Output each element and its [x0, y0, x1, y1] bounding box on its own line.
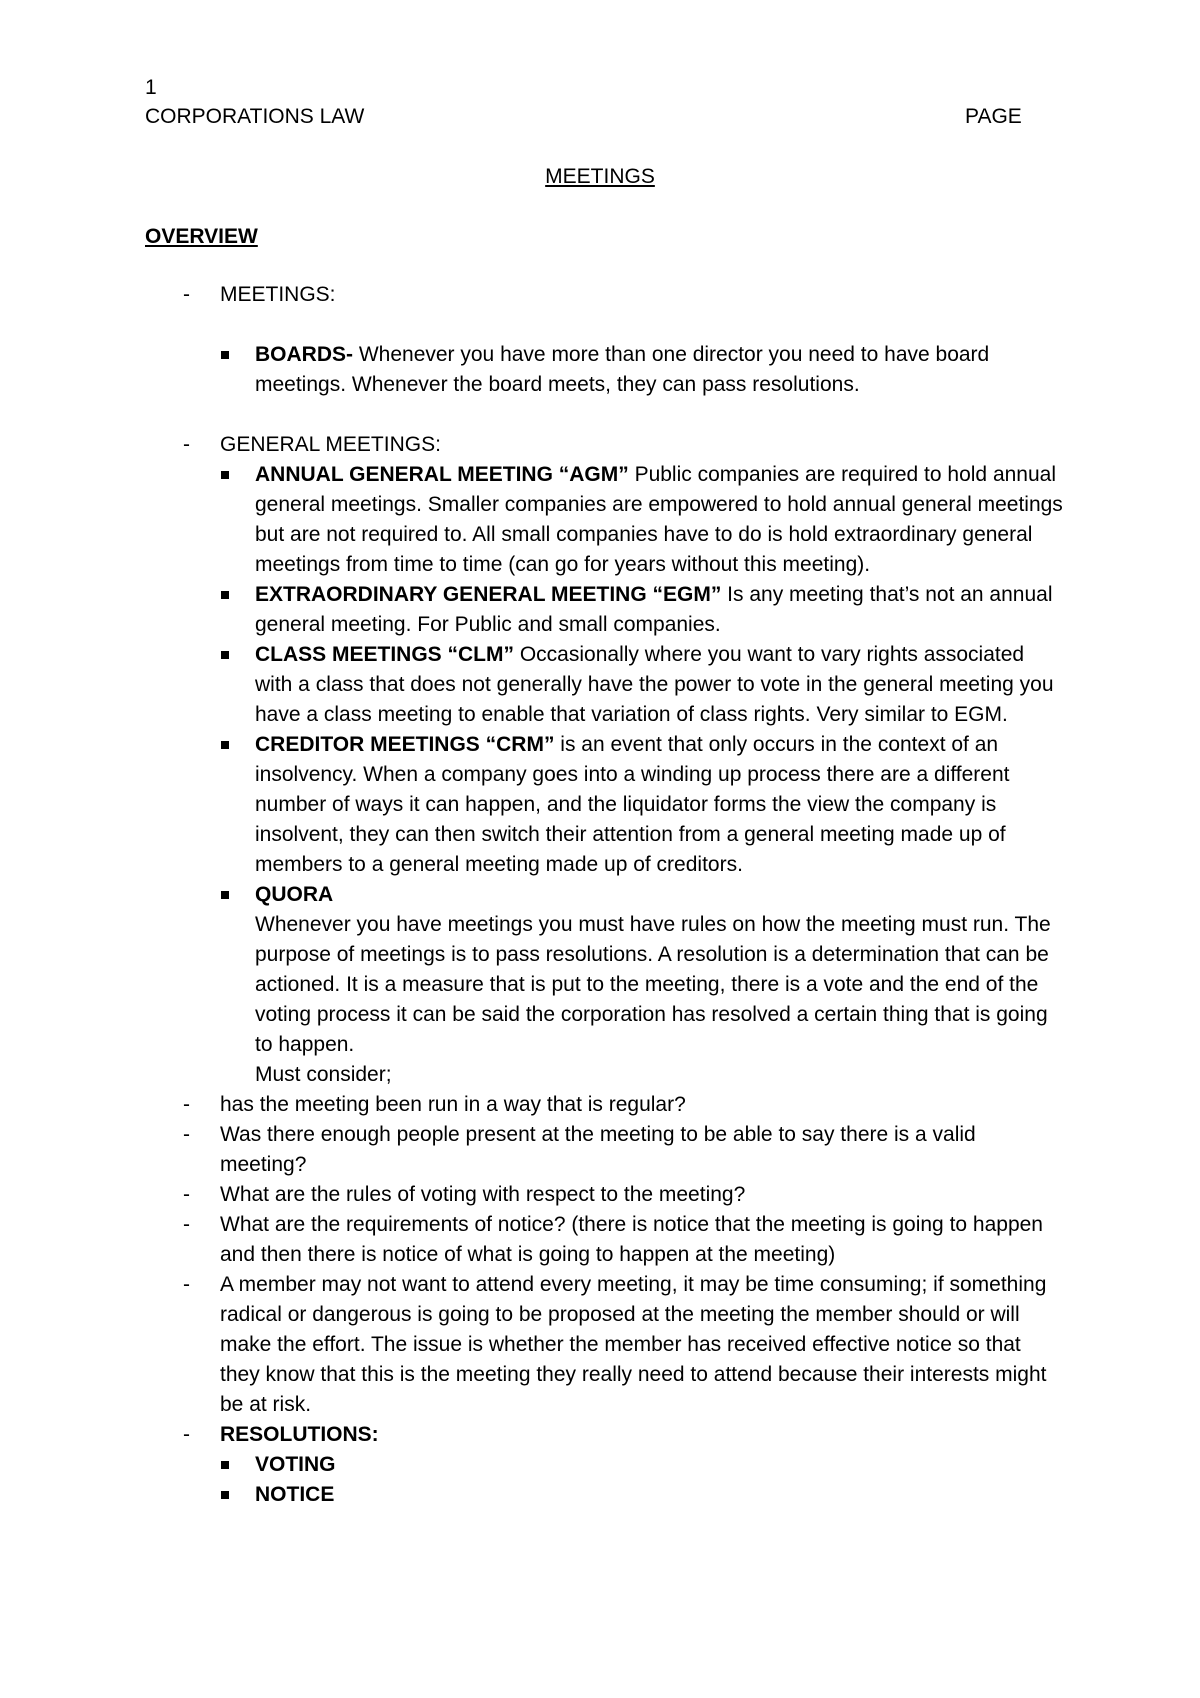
- text-boards: Whenever you have more than one director you need to have board meetings. Whenever the board meets, they can pass resolutions.: [255, 343, 990, 396]
- header-page-label: PAGE: [965, 105, 1022, 128]
- dash-bullet: -: [183, 1273, 190, 1296]
- list-item-resolutions: [145, 1420, 1065, 1450]
- list-item-consideration: [145, 1270, 1065, 1420]
- term-agm: ANNUAL GENERAL MEETING “AGM”: [255, 463, 629, 486]
- list-item-boards: [145, 340, 1065, 400]
- square-bullet-icon: [221, 651, 229, 659]
- term-notice: NOTICE: [255, 1483, 335, 1506]
- list-item-consideration: [145, 1180, 1065, 1210]
- list-item-egm: [145, 580, 1065, 640]
- term-egm: EXTRAORDINARY GENERAL MEETING “EGM”: [255, 583, 722, 606]
- term-boards: BOARDS-: [255, 343, 353, 366]
- consideration-text: has the meeting been run in a way that is regular?: [220, 1093, 686, 1116]
- text-egm: Is any meeting that’s not an annual general meeting. For Public and small companies.: [255, 583, 1053, 636]
- list-item-consideration: [145, 1090, 1065, 1120]
- text-must-consider: Must consider;: [255, 1063, 392, 1086]
- dash-bullet: -: [183, 1093, 190, 1116]
- list-label: GENERAL MEETINGS:: [220, 433, 441, 456]
- list-item-consideration: [145, 1120, 1065, 1180]
- square-bullet-icon: [221, 891, 229, 899]
- list-item-meetings: [145, 280, 1065, 310]
- list-item-clm: [145, 640, 1065, 730]
- dash-bullet: -: [183, 283, 190, 306]
- list-item-consideration: [145, 1210, 1065, 1270]
- term-voting: VOTING: [255, 1453, 336, 1476]
- dash-bullet: -: [183, 1423, 190, 1446]
- dash-bullet: -: [183, 1123, 190, 1146]
- document-title: MEETINGS: [545, 165, 655, 188]
- list-item-quora: [145, 880, 1065, 1090]
- dash-bullet: -: [183, 1213, 190, 1236]
- list-label: MEETINGS:: [220, 283, 336, 306]
- square-bullet-icon: [221, 471, 229, 479]
- section-heading-overview: OVERVIEW: [145, 225, 258, 248]
- term-clm: CLASS MEETINGS “CLM”: [255, 643, 515, 666]
- header-course-title: CORPORATIONS LAW: [145, 105, 365, 128]
- dash-bullet: -: [183, 433, 190, 456]
- document-body: [145, 280, 1065, 1510]
- square-bullet-icon: [221, 741, 229, 749]
- text-agm: Public companies are required to hold annual general meetings. Smaller companies are empowered to hold annual general meetings but are not required to. All small companies have to do is hold extraordinary general meetings from time to time (can go for years without this meeting).: [255, 463, 1063, 576]
- dash-bullet: -: [183, 1183, 190, 1206]
- list-item-crm: [145, 730, 1065, 880]
- spacer: [145, 400, 1065, 430]
- list-item-notice: [145, 1480, 1065, 1510]
- list-item-agm: [145, 460, 1065, 580]
- square-bullet-icon: [221, 351, 229, 359]
- list-label: RESOLUTIONS:: [220, 1423, 379, 1446]
- page-number: 1: [145, 76, 157, 99]
- square-bullet-icon: [221, 1461, 229, 1469]
- list-item-general-meetings: [145, 430, 1065, 460]
- consideration-text: Was there enough people present at the meeting to be able to say there is a valid meeting?: [220, 1123, 976, 1176]
- spacer: [145, 310, 1065, 340]
- text-crm: is an event that only occurs in the context of an insolvency. When a company goes into a winding up process there are a different number of ways it can happen, and the liquidator forms the view the company is insolvent, they can then switch their attention from a general meeting made up of members to a general meeting made up of creditors.: [255, 733, 1010, 876]
- square-bullet-icon: [221, 1491, 229, 1499]
- consideration-text: A member may not want to attend every meeting, it may be time consuming; if something radical or dangerous is going to be proposed at the meeting the member should or will make the effort. The issue is whether the member has received effective notice so that they know that this is the meeting they really need to attend because their interests might be at risk.: [220, 1273, 1047, 1416]
- term-quora: QUORA: [255, 883, 334, 906]
- term-crm: CREDITOR MEETINGS “CRM”: [255, 733, 555, 756]
- text-quora: Whenever you have meetings you must have rules on how the meeting must run. The purpose of meetings is to pass resolutions. A resolution is a determination that can be actioned. It is a measure that is put to the meeting, there is a vote and the end of the voting process it can be said the corporation has resolved a certain thing that is going to happen.: [255, 913, 1051, 1056]
- consideration-text: What are the rules of voting with respect to the meeting?: [220, 1183, 746, 1206]
- square-bullet-icon: [221, 591, 229, 599]
- text-clm: Occasionally where you want to vary rights associated with a class that does not generally have the power to vote in the general meeting you have a class meeting to enable that variation of class rights. Very similar to EGM.: [255, 643, 1054, 726]
- consideration-text: What are the requirements of notice? (there is notice that the meeting is going to happen and then there is notice of what is going to happen at the meeting): [220, 1213, 1043, 1266]
- list-item-voting: [145, 1450, 1065, 1480]
